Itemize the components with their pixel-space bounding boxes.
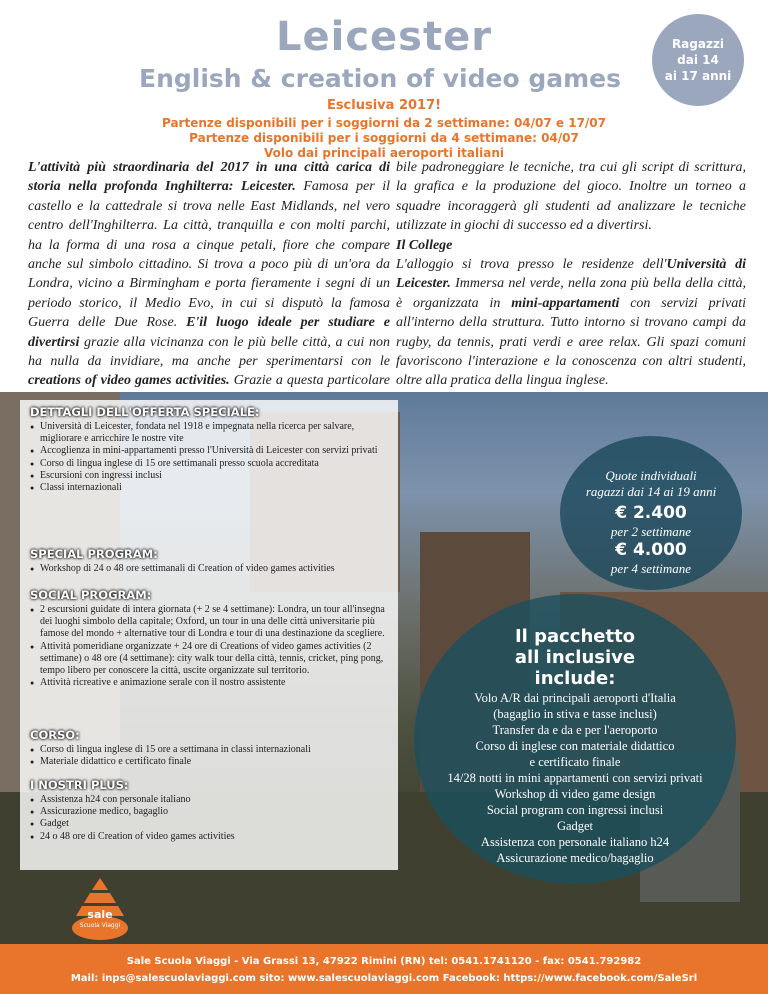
list-item: ● Corso di lingua inglese di 15 ore settimanali presso scuola accreditata: [30, 458, 390, 470]
footer-address: Sale Scuola Viaggi - Via Grassi 13, 47922 Rimini (RN) tel: 0541.1741120 - fax: 0541.792982: [126, 956, 642, 967]
list-dettagli: [30, 421, 390, 494]
list-item: Transfer da e da e per l'aeroporto: [492, 723, 658, 737]
list-special: [30, 563, 390, 575]
price-label-2: ragazzi dai 14 ai 19 anni: [585, 484, 717, 499]
list-item: Corso di inglese con materiale didattico: [475, 739, 675, 753]
footer: [0, 944, 768, 994]
section-heading-dettagli: DETTAGLI DELL'OFFERTA SPECIALE:: [30, 405, 260, 419]
intro-text-2: grazie alla vicinanza con le più belle città, a cui non ha nulla da invidiare, ma anche per sperimentarsi con le: [28, 334, 390, 370]
page-subtitle: English & creation of video games: [139, 64, 621, 93]
price-4-weeks: € 4.000: [615, 540, 687, 560]
list-item: Volo A/R dai principali aeroporti d'Italia: [474, 691, 676, 705]
intro-right-text-2: L'alloggio si trova presso le residenze dell': [396, 257, 667, 273]
list-item: ● Escursioni con ingressi inclusi: [30, 470, 390, 482]
list-item: ● Gadget: [30, 818, 390, 830]
price-label-1: Quote individuali: [605, 468, 697, 483]
college-heading: Il College: [396, 237, 453, 253]
list-item: ● Attività pomeridiane organizzate + 24 ore di Creations of video games activities (2 settimane) o 48 ore (4 settimane): city walk tour della città, tennis, cricket, ping pong, tempo libero per conoscere la città, uscite organizzate sul territorio.: [30, 641, 390, 678]
intro-bold-2: E'il luogo ideale per studiare e divertirsi: [28, 315, 390, 350]
list-item: ● Corso di lingua inglese di 15 ore a settimana in classi internazionali: [30, 744, 390, 756]
intro-right-bold-1: Università di Leicester.: [396, 257, 746, 292]
intro-bold-1: L'attività più straordinaria del 2017 in una città carica di storia nella profonda Inghilterra: Leicester.: [28, 160, 390, 195]
list-item: ● Assicurazione medico, bagaglio: [30, 806, 390, 818]
age-badge: [652, 14, 744, 106]
section-heading-special: SPECIAL PROGRAM:: [30, 547, 158, 561]
intro-right-text-1: bile padroneggiare le tecniche, tra cui gli script di scrittura, la grafica e la produzione del gioco. Inoltre un torneo a squadre incoraggerà gli studenti ad analizzare le tecniche utilizzate in giochi di successo ed a divertirsi.: [396, 160, 746, 234]
departure-line-2: Partenze disponibili per i soggiorni da 4 settimane: 04/07: [189, 131, 579, 145]
departure-line-3: Volo dai principali aeroporti italiani: [264, 146, 504, 160]
departure-line-1: Partenze disponibili per i soggiorni da 2 settimane: 04/07 e 17/07: [161, 116, 607, 130]
package-list: [414, 690, 736, 866]
intro-left-column: [28, 158, 390, 390]
intro-right-bold-2: mini-appartamenti: [511, 295, 620, 311]
list-item: Assistenza con personale italiano h24: [480, 835, 670, 849]
list-item: ● Assistenza h24 con personale italiano: [30, 794, 390, 806]
logo-name: sale: [87, 908, 113, 921]
list-item: 14/28 notti in mini appartamenti con servizi privati: [447, 771, 703, 785]
age-badge-line-2: dai 14: [677, 53, 719, 67]
price-4-weeks-label: per 4 settimane: [610, 561, 692, 576]
list-item: ● Accoglienza in mini-appartamenti presso l'Università di Leicester con servizi privati: [30, 445, 390, 457]
section-heading-plus: I NOSTRI PLUS:: [30, 778, 129, 792]
list-item: ● Materiale didattico e certificato finale: [30, 756, 390, 768]
package-title-line-1: Il pacchetto: [514, 626, 636, 647]
list-item: e certificato finale: [529, 755, 621, 769]
list-item: Social program con ingressi inclusi: [486, 803, 664, 817]
list-item: Workshop di video game design: [494, 787, 656, 801]
list-item: Assicurazione medico/bagaglio: [496, 851, 654, 865]
page-title: Leicester: [276, 14, 492, 60]
intro-bold-3: creations of video games activities.: [28, 373, 230, 389]
age-badge-line-3: ai 17 anni: [664, 69, 732, 83]
package-title-line-3: include:: [534, 668, 616, 689]
intro-right-column: [396, 158, 746, 390]
list-item: ● Workshop di 24 o 48 ore settimanali di Creation of video games activities: [30, 563, 390, 575]
list-item: ● 24 o 48 ore di Creation of video games activities: [30, 831, 390, 843]
intro-text-3: Grazie a questa particolare: [233, 373, 390, 389]
list-plus: [30, 794, 390, 843]
package-title: [414, 626, 736, 689]
list-item: ● Università di Leicester, fondata nel 1918 e impegnata nella ricerca per salvare, migliorare e arricchire le nostre vite: [30, 421, 390, 445]
list-social: [30, 604, 390, 689]
logo-subtitle: Scuola Viaggi: [79, 922, 121, 929]
list-item: ● Classi internazionali: [30, 482, 390, 494]
intro-right-text-3: Immersa nel verde, nella zona più bella della città, è organizzata in: [396, 276, 746, 311]
package-title-line-2: all inclusive: [514, 647, 636, 668]
intro-right-text-4: con servizi privati all'interno della struttura. Tutto intorno si trovano campi da rugby, da tennis, prati verdi e aree relax. Gli spazi comuni favoriscono l'interazione e la conoscenza con altri studenti, oltre alla pratica della lingua inglese.: [396, 295, 746, 389]
section-heading-corso: CORSO:: [30, 728, 80, 742]
price-2-weeks-label: per 2 settimane: [610, 524, 692, 539]
intro-text-1: Famosa per il castello e la cattedrale si trova nelle East Midlands, nel vero centro dell'Inghilterra. La città, tranquilla e con molti parchi, ha la forma di una rosa a cinque petali, fiore che compare anche sul simbolo cittadino. Si trova a poco più di un'ora da Londra, vicino a Birmingham e porta fieramente i segni di un periodo storico, il Medio Evo, in cui si disputò la famosa Guerra delle Due Rose.: [28, 179, 390, 331]
list-item: ● 2 escursioni guidate di intera giornata (+ 2 se 4 settimane): Londra, un tour all'insegna dei luoghi simbolo della capitale; Oxford, un tour in una delle città universitarie più famose del mondo + alternative tour di Londra e tour di una destinazione da scegliere.: [30, 604, 390, 641]
list-corso: [30, 744, 390, 768]
price-2-weeks: € 2.400: [615, 503, 687, 523]
footer-contacts: Mail: inps@salescuolaviaggi.com sito: www.salescuolaviaggi.com Facebook: https://www.facebook.com/SaleSrl: [70, 973, 698, 984]
section-heading-social: SOCIAL PROGRAM:: [30, 588, 152, 602]
age-badge-line-1: Ragazzi: [671, 37, 725, 51]
header: [0, 0, 768, 160]
list-item: (bagaglio in stiva e tasse inclusi): [493, 707, 657, 721]
list-item: ● Attività ricreative e animazione serale con il nostro assistente: [30, 677, 390, 689]
exclusive-tag: Esclusiva 2017!: [326, 98, 442, 113]
list-item: Gadget: [556, 819, 594, 833]
